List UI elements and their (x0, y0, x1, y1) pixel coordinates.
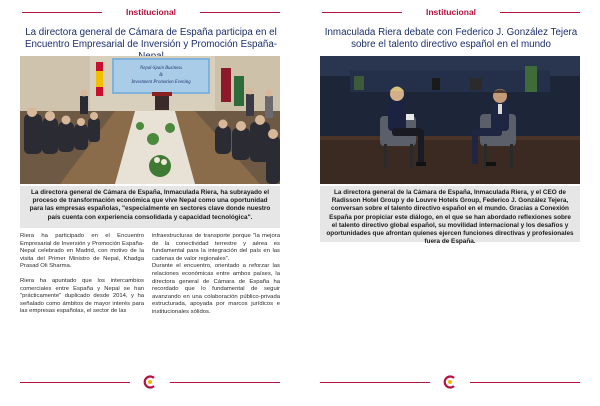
footer-rule-right (170, 382, 280, 383)
camara-logo-icon (443, 375, 457, 389)
body-paragraph: infraestructuras de transporte porque "la mejora de la conectividad terrestre y aérea es fundamental para la integración del país en las cadenas de valor regionales". (152, 233, 280, 262)
interview-photo-image (320, 56, 580, 184)
body-paragraph: Durante el encuentro, orientado a reforzar las relaciones económicas entre ambos países, la directora general de Cámara de España ha recordado que lo fundamental de seguir avanzando en una colaboración público-privada estructurada, apoyada por marcos jurídicos e institucionales sólidos. (152, 263, 280, 315)
photo-caption: La directora general de Cámara de España, Inmaculada Riera, ha subrayado el proceso de transformación económica que vive Nepal como una oportunidad para las empresas españolas, "especialmente en sectores clave donde nuestro país cuenta con experiencia consolidada y capacidad tecnológica". (20, 186, 280, 228)
conference-photo (20, 56, 280, 184)
banner-line-3: Investment Promotion Evening (131, 80, 191, 85)
footer-rule-right (470, 382, 580, 383)
article-headline: Inmaculada Riera debate con Federico J. González Tejera sobre el talento directivo español en el mundo (324, 27, 578, 50)
camara-logo-icon (143, 375, 157, 389)
section-label: Institucional (125, 7, 177, 17)
section-label: Institucional (425, 7, 477, 17)
conference-photo-image (20, 56, 280, 184)
banner-line-2: & (159, 73, 163, 78)
body-paragraph: Riera ha apuntado que los intercambios comerciales entre España y Nepal se han "prácticamente" duplicado desde 2014, y ha señalado como ámbitos de mayor interés para las empresas españolas, el sector de las (20, 277, 144, 315)
photo-caption: La directora general de la Cámara de España, Inmaculada Riera, y el CEO de Radisson Hotel Group y de Louvre Hotels Group, Federico J. González Tejera, conversan sobre el talento directivo español en el mundo. Gracias a Conexión España por propiciar este diálogo, en el que se han abordado reflexiones sobre el talento directivo global español, su movilidad internacional y los desafíos y oportunidades que afrontan quienes ejercen funciones directivas y profesionales fuera de España. (320, 186, 580, 242)
section-header (22, 6, 280, 18)
header-rule-right (200, 12, 280, 13)
body-paragraph: Riera ha participado en el Encuentro Empresarial de Inversión y Promoción España-Nepal celebrado en Madrid, con motivo de la visita del Primer Ministro de Nepal, Khadga Prasad Oli Sharma. (20, 233, 144, 270)
section-header (322, 6, 580, 18)
footer-rule-left (320, 382, 430, 383)
body-column-1 (20, 233, 144, 323)
article-headline: La directora general de Cámara de España participa en el Encuentro Empresarial de Inversión y Promoción España- (24, 27, 278, 50)
body-column-2 (152, 233, 280, 324)
banner-line-1: Nepal-Spain Business (140, 66, 182, 71)
footer-rule-left (20, 382, 130, 383)
page-footer (20, 375, 280, 389)
header-rule-right (500, 12, 580, 13)
right-page (300, 0, 600, 406)
interview-photo (320, 56, 580, 184)
page-footer (320, 375, 580, 389)
